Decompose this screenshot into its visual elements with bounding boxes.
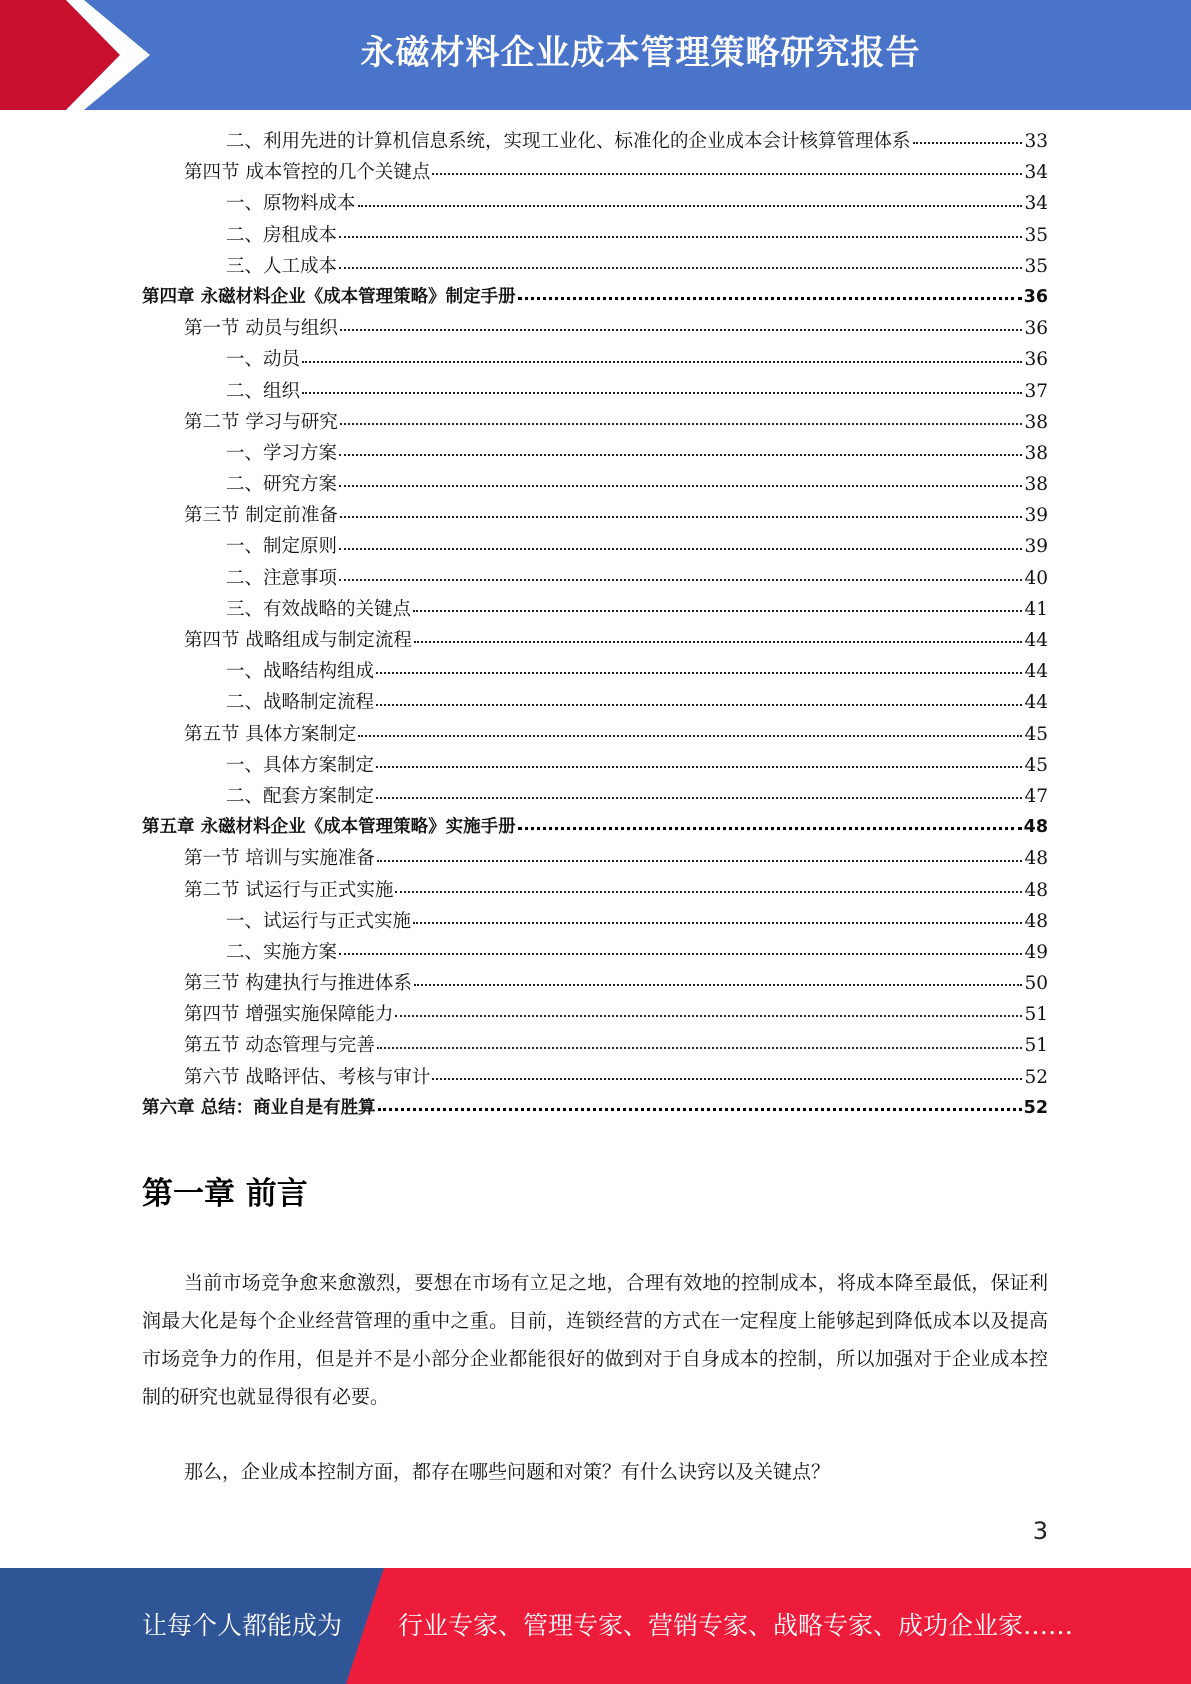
toc-entry-page: 36 [1024,318,1048,340]
toc-dot-leader [414,641,1023,643]
toc-entry-page: 45 [1024,723,1048,745]
toc-entry-title: 三、有效战略的关键点 [226,598,412,620]
toc-entry-page: 52 [1023,1097,1048,1118]
toc-entry-title: 一、学习方案 [226,442,338,464]
toc-entry-page: 36 [1023,286,1048,307]
header-chevron-decoration [0,0,160,110]
toc-dot-leader [340,516,1023,518]
toc-entry-page: 33 [1024,131,1048,152]
toc-entry-title: 第五章 永磁材料企业《成本管理策略》实施手册 [142,817,516,838]
toc-entry-page: 38 [1024,442,1048,464]
toc-entry[interactable] [142,251,1048,282]
toc-entry[interactable] [142,781,1048,812]
toc-dot-leader [913,142,1023,144]
toc-dot-leader [413,610,1022,612]
toc-entry-page: 51 [1024,1004,1048,1026]
toc-entry[interactable] [142,469,1048,500]
toc-entry[interactable] [142,157,1048,188]
toc-entry-title: 二、实施方案 [226,941,338,963]
toc-dot-leader [432,1078,1022,1080]
toc-entry[interactable] [142,656,1048,687]
toc-dot-leader [377,860,1023,862]
toc-dot-leader [376,797,1022,799]
toc-entry-title: 第四节 增强实施保障能力 [184,1004,394,1026]
toc-entry-page: 48 [1024,910,1048,932]
toc-entry-page: 41 [1024,598,1048,620]
toc-dot-leader [376,704,1022,706]
toc-dot-leader [302,392,1022,394]
toc-dot-leader [340,423,1023,425]
toc-entry[interactable] [142,1093,1048,1124]
toc-dot-leader [377,1047,1023,1049]
toc-entry-page: 44 [1024,661,1048,683]
toc-entry-page: 35 [1024,255,1048,277]
toc-entry[interactable] [142,906,1048,937]
toc-entry[interactable] [142,563,1048,594]
footer-slogan-right: 行业专家、管理专家、营销专家、战略专家、成功企业家…… [398,1611,1074,1640]
toc-dot-leader [358,205,1023,207]
toc-entry-title: 第四节 战略组成与制定流程 [184,630,412,651]
toc-dot-leader [339,236,1022,238]
toc-entry-title: 第一节 动员与组织 [184,318,338,340]
toc-entry-page: 49 [1024,941,1048,963]
toc-entry-title: 二、研究方案 [226,474,338,496]
body-paragraph: 当前市场竞争愈来愈激烈，要想在市场有立足之地，合理有效地的控制成本，将成本降至最低，保证利润最大化是每个企业经营管理的重中之重。目前，连锁经营的方式在一定程度上能够起到降低成本以及提高市场竞争力的作用，但是并不是小部分企业都能很好的做到对于自身成本的控制，所以加强对于企业成本控制的研究也就显得很有必要。 [142,1272,1048,1408]
body-paragraph: 那么，企业成本控制方面，都存在哪些问题和对策？有什么诀窍以及关键点？ [184,1461,831,1483]
toc-entry-page: 37 [1024,380,1048,402]
toc-dot-leader [395,1015,1022,1017]
toc-entry[interactable] [142,750,1048,781]
toc-entry-page: 40 [1024,567,1048,589]
toc-entry[interactable] [142,313,1048,344]
toc-entry-title: 第四节 成本管控的几个关键点 [184,162,431,184]
toc-entry-page: 34 [1024,162,1048,184]
toc-entry[interactable] [142,126,1048,157]
toc-entry-title: 二、组织 [226,380,301,402]
toc-dot-leader [518,827,1022,830]
toc-dot-leader [414,984,1023,986]
toc-entry-title: 二、战略制定流程 [226,692,375,714]
toc-dot-leader [340,329,1023,331]
toc-entry-page: 50 [1024,973,1048,995]
toc-entry-title: 二、注意事项 [226,567,338,589]
toc-entry-title: 二、配套方案制定 [226,785,375,807]
toc-dot-leader [339,953,1022,955]
toc-entry-page: 51 [1024,1035,1048,1057]
toc-entry[interactable] [142,531,1048,562]
toc-dot-leader [339,485,1022,487]
toc-entry-title: 一、战略结构组成 [226,661,375,683]
toc-entry-title: 第六节 战略评估、考核与审计 [184,1066,431,1088]
toc-entry[interactable] [142,999,1048,1030]
toc-entry-title: 第二节 试运行与正式实施 [184,879,394,901]
toc-entry-page: 39 [1024,536,1048,558]
toc-entry-title: 第五节 具体方案制定 [184,723,357,745]
toc-dot-leader [518,297,1022,300]
toc-entry-page: 44 [1024,692,1048,714]
toc-entry-page: 34 [1024,193,1048,215]
toc-entry-title: 第五节 动态管理与完善 [184,1035,375,1057]
toc-entry-page: 44 [1024,630,1048,651]
toc-entry[interactable] [142,875,1048,906]
toc-entry-title: 第六章 总结：商业自是有胜算 [142,1097,376,1118]
toc-entry-title: 三、人工成本 [226,255,338,277]
toc-entry[interactable] [142,719,1048,750]
toc-entry-title: 第一节 培训与实施准备 [184,848,375,870]
toc-entry[interactable] [142,376,1048,407]
toc-dot-leader [339,548,1022,550]
toc-entry[interactable] [142,594,1048,625]
toc-entry-title: 二、房租成本 [226,224,338,246]
toc-entry-title: 一、动员 [226,349,301,371]
toc-entry-page: 52 [1024,1066,1048,1088]
toc-entry[interactable] [142,812,1048,843]
report-title: 永磁材料企业成本管理策略研究报告 [360,33,921,73]
page-number: 3 [1032,1517,1048,1545]
page-footer [0,1568,1191,1684]
toc-entry[interactable] [142,188,1048,219]
toc-entry-page: 36 [1024,349,1048,371]
toc-dot-leader [413,922,1022,924]
toc-entry-title: 第二节 学习与研究 [184,411,338,433]
toc-entry-title: 一、试运行与正式实施 [226,910,412,932]
toc-entry-page: 35 [1024,224,1048,246]
toc-entry[interactable] [142,282,1048,313]
toc-entry[interactable] [142,220,1048,251]
toc-entry-title: 一、具体方案制定 [226,754,375,776]
toc-entry[interactable] [142,438,1048,469]
toc-dot-leader [395,891,1022,893]
toc-entry-page: 39 [1024,505,1048,527]
toc-entry[interactable] [142,968,1048,999]
toc-entry[interactable] [142,843,1048,874]
toc-entry-title: 一、原物料成本 [226,193,356,215]
toc-dot-leader [339,454,1022,456]
toc-entry-page: 47 [1024,785,1048,807]
toc-entry[interactable] [142,407,1048,438]
toc-entry[interactable] [142,937,1048,968]
toc-dot-leader [376,766,1022,768]
toc-dot-leader [339,267,1022,269]
chapter-heading: 第一章 前言 [142,1176,308,1212]
toc-entry-page: 48 [1024,879,1048,901]
toc-entry[interactable] [142,625,1048,656]
toc-entry[interactable] [142,687,1048,718]
toc-entry-page: 48 [1024,848,1048,870]
toc-entry-title: 一、制定原则 [226,536,338,558]
toc-entry-title: 第四章 永磁材料企业《成本管理策略》制定手册 [142,286,516,307]
toc-dot-leader [339,579,1022,581]
table-of-contents [142,126,1048,1124]
toc-entry[interactable] [142,500,1048,531]
toc-entry[interactable] [142,1062,1048,1093]
toc-dot-leader [378,1108,1022,1111]
toc-entry[interactable] [142,1030,1048,1061]
toc-entry-title: 第三节 构建执行与推进体系 [184,973,412,995]
toc-entry-title: 第三节 制定前准备 [184,505,338,527]
toc-entry-page: 45 [1024,754,1048,776]
footer-slogan-left: 让每个人都能成为 [142,1611,343,1640]
toc-entry-title: 二、利用先进的计算机信息系统，实现工业化、标准化的企业成本会计核算管理体系 [226,131,911,152]
page-header [0,0,1191,110]
toc-entry-page: 38 [1024,474,1048,496]
toc-entry[interactable] [142,344,1048,375]
toc-dot-leader [302,361,1022,363]
toc-dot-leader [376,672,1022,674]
toc-dot-leader [432,173,1022,175]
toc-entry-page: 38 [1024,411,1048,433]
toc-dot-leader [358,735,1022,737]
toc-entry-page: 48 [1023,817,1048,838]
